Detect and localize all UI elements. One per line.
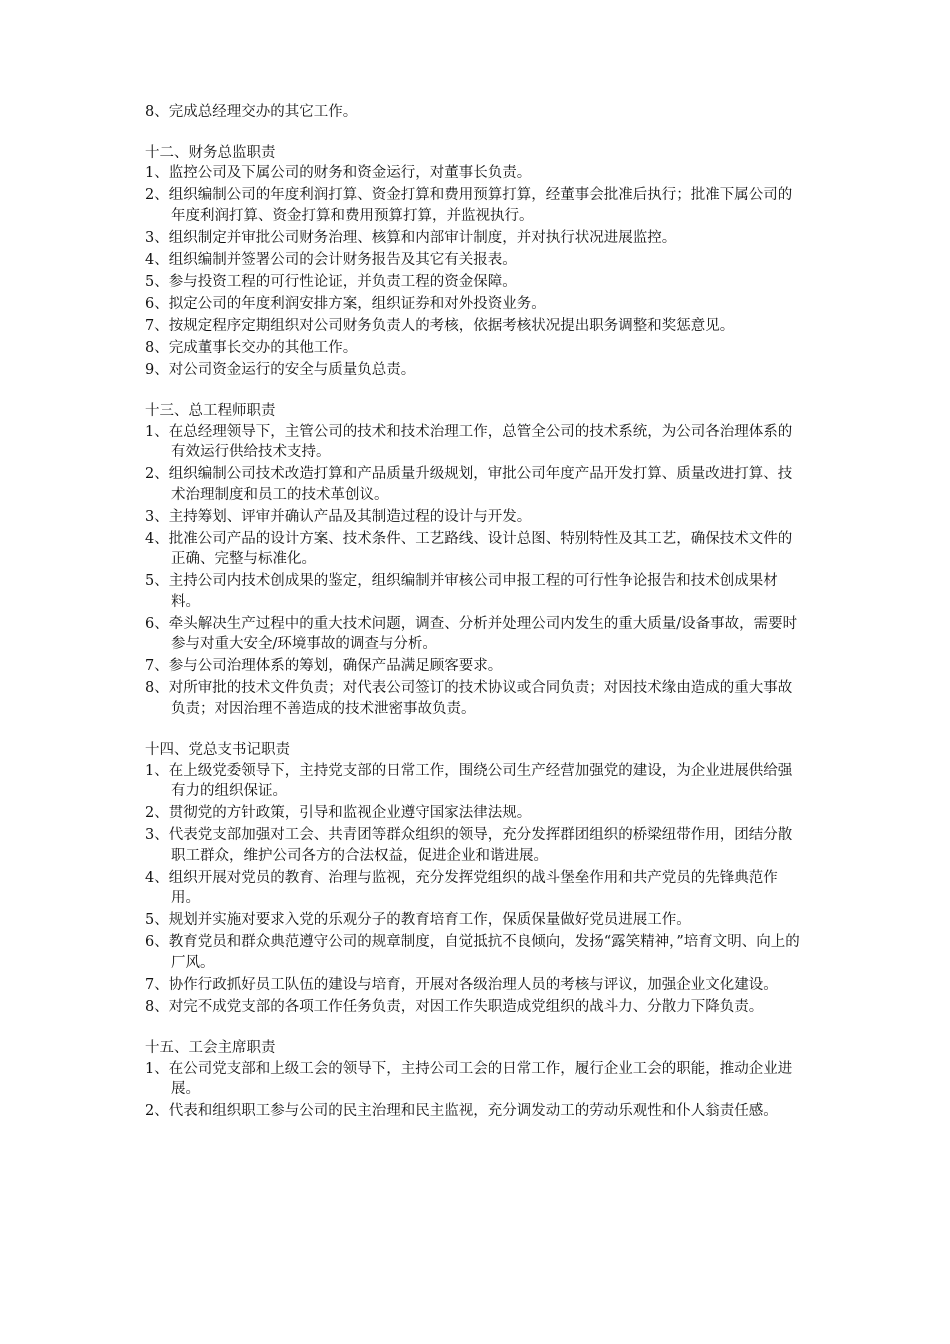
list-item: 7、按规定程序定期组织对公司财务负责人的考核，依据考核状况提出职务调整和奖惩意见。: [145, 317, 735, 334]
list-item: 1、监控公司及下属公司的财务和资金运行，对董事长负责。: [145, 165, 532, 181]
list-item: 8、对所审批的技术文件负责；对代表公司签订的技术协议或合同负责；对因技术缘由造成的重大事故负责；对因治理不善造成的技术泄密事故负责。: [145, 680, 793, 717]
list-item: 9、对公司资金运行的安全与质量负总责。: [145, 361, 416, 378]
list-item: 5、主持公司内技术创成果的鉴定，组织编制并审核公司申报工程的可行性争论报告和技术创成果材料。: [145, 573, 778, 610]
list-item: 2、组织编制公司的年度利润打算、资金打算和费用预算打算，经董事会批准后执行；批准下属公司的年度利润打算、资金打算和费用预算打算，并监视执行。: [145, 187, 793, 224]
section-title: 十二、财务总监职责: [145, 144, 276, 161]
list-item: 1、在总经理领导下，主管公司的技术和技术治理工作，总管全公司的技术系统，为公司各治理体系的有效运行供给技术支持。: [145, 423, 793, 460]
list-item: 5、参与投资工程的可行性论证，并负责工程的资金保障。: [145, 273, 517, 290]
list-item: 7、协作行政抓好员工队伍的建设与培育，开展对各级治理人员的考核与评议，加强企业文化建设。: [145, 976, 778, 993]
list-item: 2、代表和组织职工参与公司的民主治理和民主监视，充分调发动工的劳动乐观性和仆人翁责任感。: [145, 1103, 778, 1119]
list-item: 3、组织制定并审批公司财务治理、核算和内部审计制度，并对执行状况进展监控。: [145, 229, 677, 246]
list-item: 1、在公司党支部和上级工会的领导下，主持公司工会的日常工作，履行企业工会的职能，推动企业进展。: [145, 1060, 793, 1097]
section-title: 十三、总工程师职责: [145, 403, 276, 419]
list-item: 4、组织开展对党员的教育、治理与监视，充分发挥党组织的战斗堡垒作用和共产党员的先锋典范作用。: [145, 869, 778, 906]
list-item: 6、拟定公司的年度利润安排方案，组织证券和对外投资业务。: [145, 295, 546, 312]
list-item: 2、贯彻党的方针政策，引导和监视企业遵守国家法律法规。: [145, 805, 532, 821]
list-item: 6、教育党员和群众典范遵守公司的规章制度，自觉抵抗不良倾向，发扬“露笑精神，”培育文明、向上的厂风。: [145, 934, 800, 971]
section-party-secretary-duties: [145, 740, 805, 1017]
section-title: 十四、党总支书记职责: [145, 742, 290, 758]
list-item: 6、牵头解决生产过程中的重大技术问题，调查、分析并处理公司内发生的重大质量/设备事故，需要时参与对重大安全/环境事故的调查与分析。: [145, 615, 798, 652]
list-item: 4、组织编制并签署公司的会计财务报告及其它有关报表。: [145, 251, 517, 268]
list-item: 7、参与公司治理体系的筹划，确保产品满足顾客要求。: [145, 658, 503, 674]
section-chief-engineer-duties: [145, 401, 805, 719]
list-item: 3、主持筹划、评审并确认产品及其制造过程的设计与开发。: [145, 508, 532, 525]
list-item: 3、代表党支部加强对工会、共青团等群众组织的领导，充分发挥群团组织的桥梁纽带作用，团结分散职工群众，维护公司各方的合法权益，促进企业和谐进展。: [145, 827, 793, 864]
lead-list-item: 8、完成总经理交办的其它工作。: [145, 104, 358, 120]
section-union-chair-duties: [145, 1038, 805, 1122]
list-item: 4、批准公司产品的设计方案、技术条件、工艺路线、设计总图、特别特性及其工艺，确保技术文件的正确、完整与标准化。: [145, 530, 793, 567]
section-cfo-duties: [145, 143, 805, 381]
list-item: 8、完成董事长交办的其他工作。: [145, 339, 358, 356]
list-item: 2、组织编制公司技术改造打算和产品质量升级规划，审批公司年度产品开发打算、质量改进打算、技术治理制度和员工的技术革创议。: [145, 466, 793, 503]
list-item: 1、在上级党委领导下，主持党支部的日常工作，围绕公司生产经营加强党的建设，为企业进展供给强有力的组织保证。: [145, 762, 793, 799]
list-item: 5、规划并实施对要求入党的乐观分子的教育培育工作，保质保量做好党员进展工作。: [145, 912, 691, 928]
document-page: [145, 102, 805, 1143]
section-title: 十五、工会主席职责: [145, 1040, 276, 1056]
list-item: 8、对完不成党支部的各项工作任务负责，对因工作失职造成党组织的战斗力、分散力下降负责。: [145, 998, 764, 1015]
